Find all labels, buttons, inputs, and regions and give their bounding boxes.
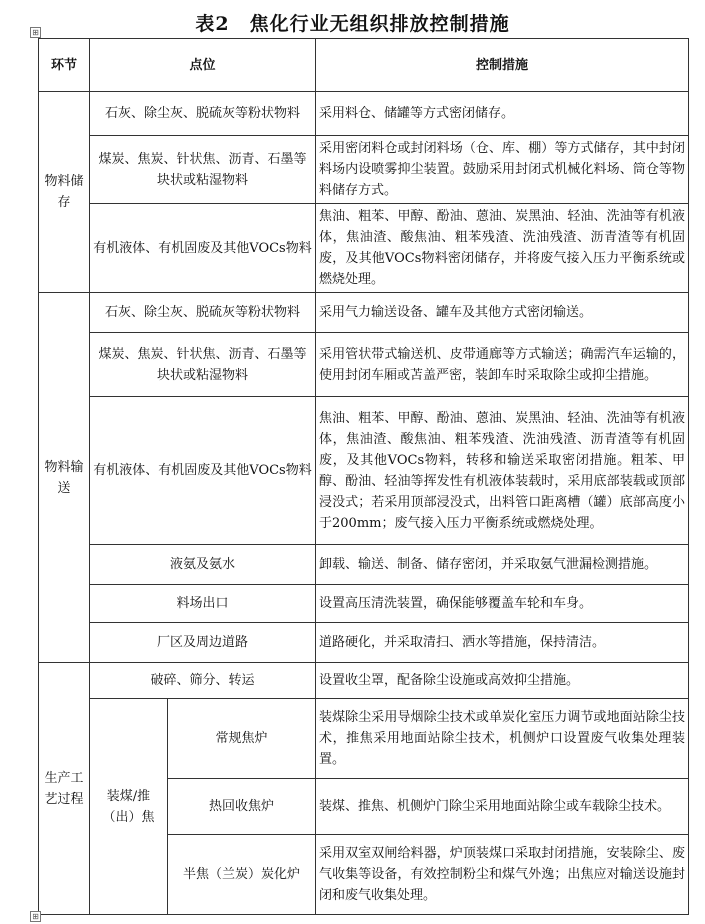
measure-cell: 焦油、粗苯、甲醇、酚油、蒽油、炭黑油、轻油、洗油等有机液体，焦油渣、酸焦油、粗苯残渣、洗油残渣、沥青渣等有机固废，及其他VOCs物料，转移和输送采取密闭措施。粗苯、甲醇、酚油、轻油等挥发性有机液体装载时，采用底部装载或顶部浸没式；若采用顶部浸没式，出料管口距离槽（罐）底部高度小于200mm；废气接入压力平衡系统或燃烧处理。: [316, 397, 689, 545]
measure-cell: 采用料仓、储罐等方式密闭储存。: [316, 92, 689, 136]
measure-cell: 卸载、输送、制备、储存密闭，并采取氨气泄漏检测措施。: [316, 545, 689, 585]
table-row: [39, 545, 689, 585]
table-move-handle-icon[interactable]: ⊞: [30, 27, 41, 38]
point-cell: 有机液体、有机固废及其他VOCs物料: [90, 397, 316, 545]
measure-cell: 装煤、推焦、机侧炉门除尘采用地面站除尘或车载除尘技术。: [316, 779, 689, 835]
point-cell: 石灰、除尘灰、脱硫灰等粉状物料: [90, 293, 316, 333]
stage-process: 生产工艺过程: [39, 663, 90, 915]
table-row: [39, 623, 689, 663]
point-cell: 煤炭、焦炭、针状焦、沥青、石墨等块状或粘湿物料: [90, 333, 316, 397]
point-cell: 料场出口: [90, 585, 316, 623]
table-resize-handle-icon[interactable]: ⊞: [30, 911, 41, 922]
point-cell: 常规焦炉: [168, 699, 316, 779]
table-row: [39, 585, 689, 623]
table-row: [39, 663, 689, 699]
table-row: [39, 699, 689, 779]
point-cell: 半焦（兰炭）炭化炉: [168, 835, 316, 915]
header-stage: 环节: [39, 39, 90, 92]
point-cell: 热回收焦炉: [168, 779, 316, 835]
table-row: [39, 333, 689, 397]
point-cell: 液氨及氨水: [90, 545, 316, 585]
point-cell: 破碎、筛分、转运: [90, 663, 316, 699]
point-cell: 煤炭、焦炭、针状焦、沥青、石墨等块状或粘湿物料: [90, 136, 316, 204]
header-measure: 控制措施: [316, 39, 689, 92]
header-point: 点位: [90, 39, 316, 92]
measure-cell: 装煤除尘采用导烟除尘技术或单炭化室压力调节或地面站除尘技术，推焦采用地面站除尘技术，机侧炉口设置废气收集处理装置。: [316, 699, 689, 779]
measure-cell: 采用双室双闸给料器，炉顶装煤口采取封闭措施，安装除尘、废气收集等设备，有效控制粉尘和煤气外逸；出焦应对输送设施封闭和废气收集处理。: [316, 835, 689, 915]
point-cell: 有机液体、有机固废及其他VOCs物料: [90, 204, 316, 293]
measure-cell: 焦油、粗苯、甲醇、酚油、蒽油、炭黑油、轻油、洗油等有机液体，焦油渣、酸焦油、粗苯残渣、洗油残渣、沥青渣等有机固废，及其他VOCs物料密闭储存，并将废气接入压力平衡系统或燃烧处理。: [316, 204, 689, 293]
measure-cell: 道路硬化，并采取清扫、洒水等措施，保持清洁。: [316, 623, 689, 663]
stage-storage: 物料储存: [39, 92, 90, 293]
table-row: [39, 397, 689, 545]
measure-cell: 采用管状带式输送机、皮带通廊等方式输送；确需汽车运输的，使用封闭车厢或苫盖严密，装卸车时采取除尘或抑尘措施。: [316, 333, 689, 397]
table-title: 表2 焦化行业无组织排放控制措施: [195, 13, 510, 35]
point-cell: 厂区及周边道路: [90, 623, 316, 663]
table-row: [39, 204, 689, 293]
measure-cell: 采用密闭料仓或封闭料场（仓、库、棚）等方式储存，其中封闭料场内设喷雾抑尘装置。鼓励采用封闭式机械化料场、筒仓等物料储存方式。: [316, 136, 689, 204]
table-header-row: [39, 39, 689, 92]
table-row: [39, 92, 689, 136]
measure-cell: 设置高压清洗装置，确保能够覆盖车轮和车身。: [316, 585, 689, 623]
measure-cell: 设置收尘罩，配备除尘设施或高效抑尘措施。: [316, 663, 689, 699]
point-cell: 石灰、除尘灰、脱硫灰等粉状物料: [90, 92, 316, 136]
measure-cell: 采用气力输送设备、罐车及其他方式密闭输送。: [316, 293, 689, 333]
emission-control-table: [38, 38, 689, 915]
stage-transport: 物料输送: [39, 293, 90, 663]
group-coal-charging: 装煤/推（出）焦: [90, 699, 168, 915]
table-row: [39, 136, 689, 204]
table-row: [39, 293, 689, 333]
